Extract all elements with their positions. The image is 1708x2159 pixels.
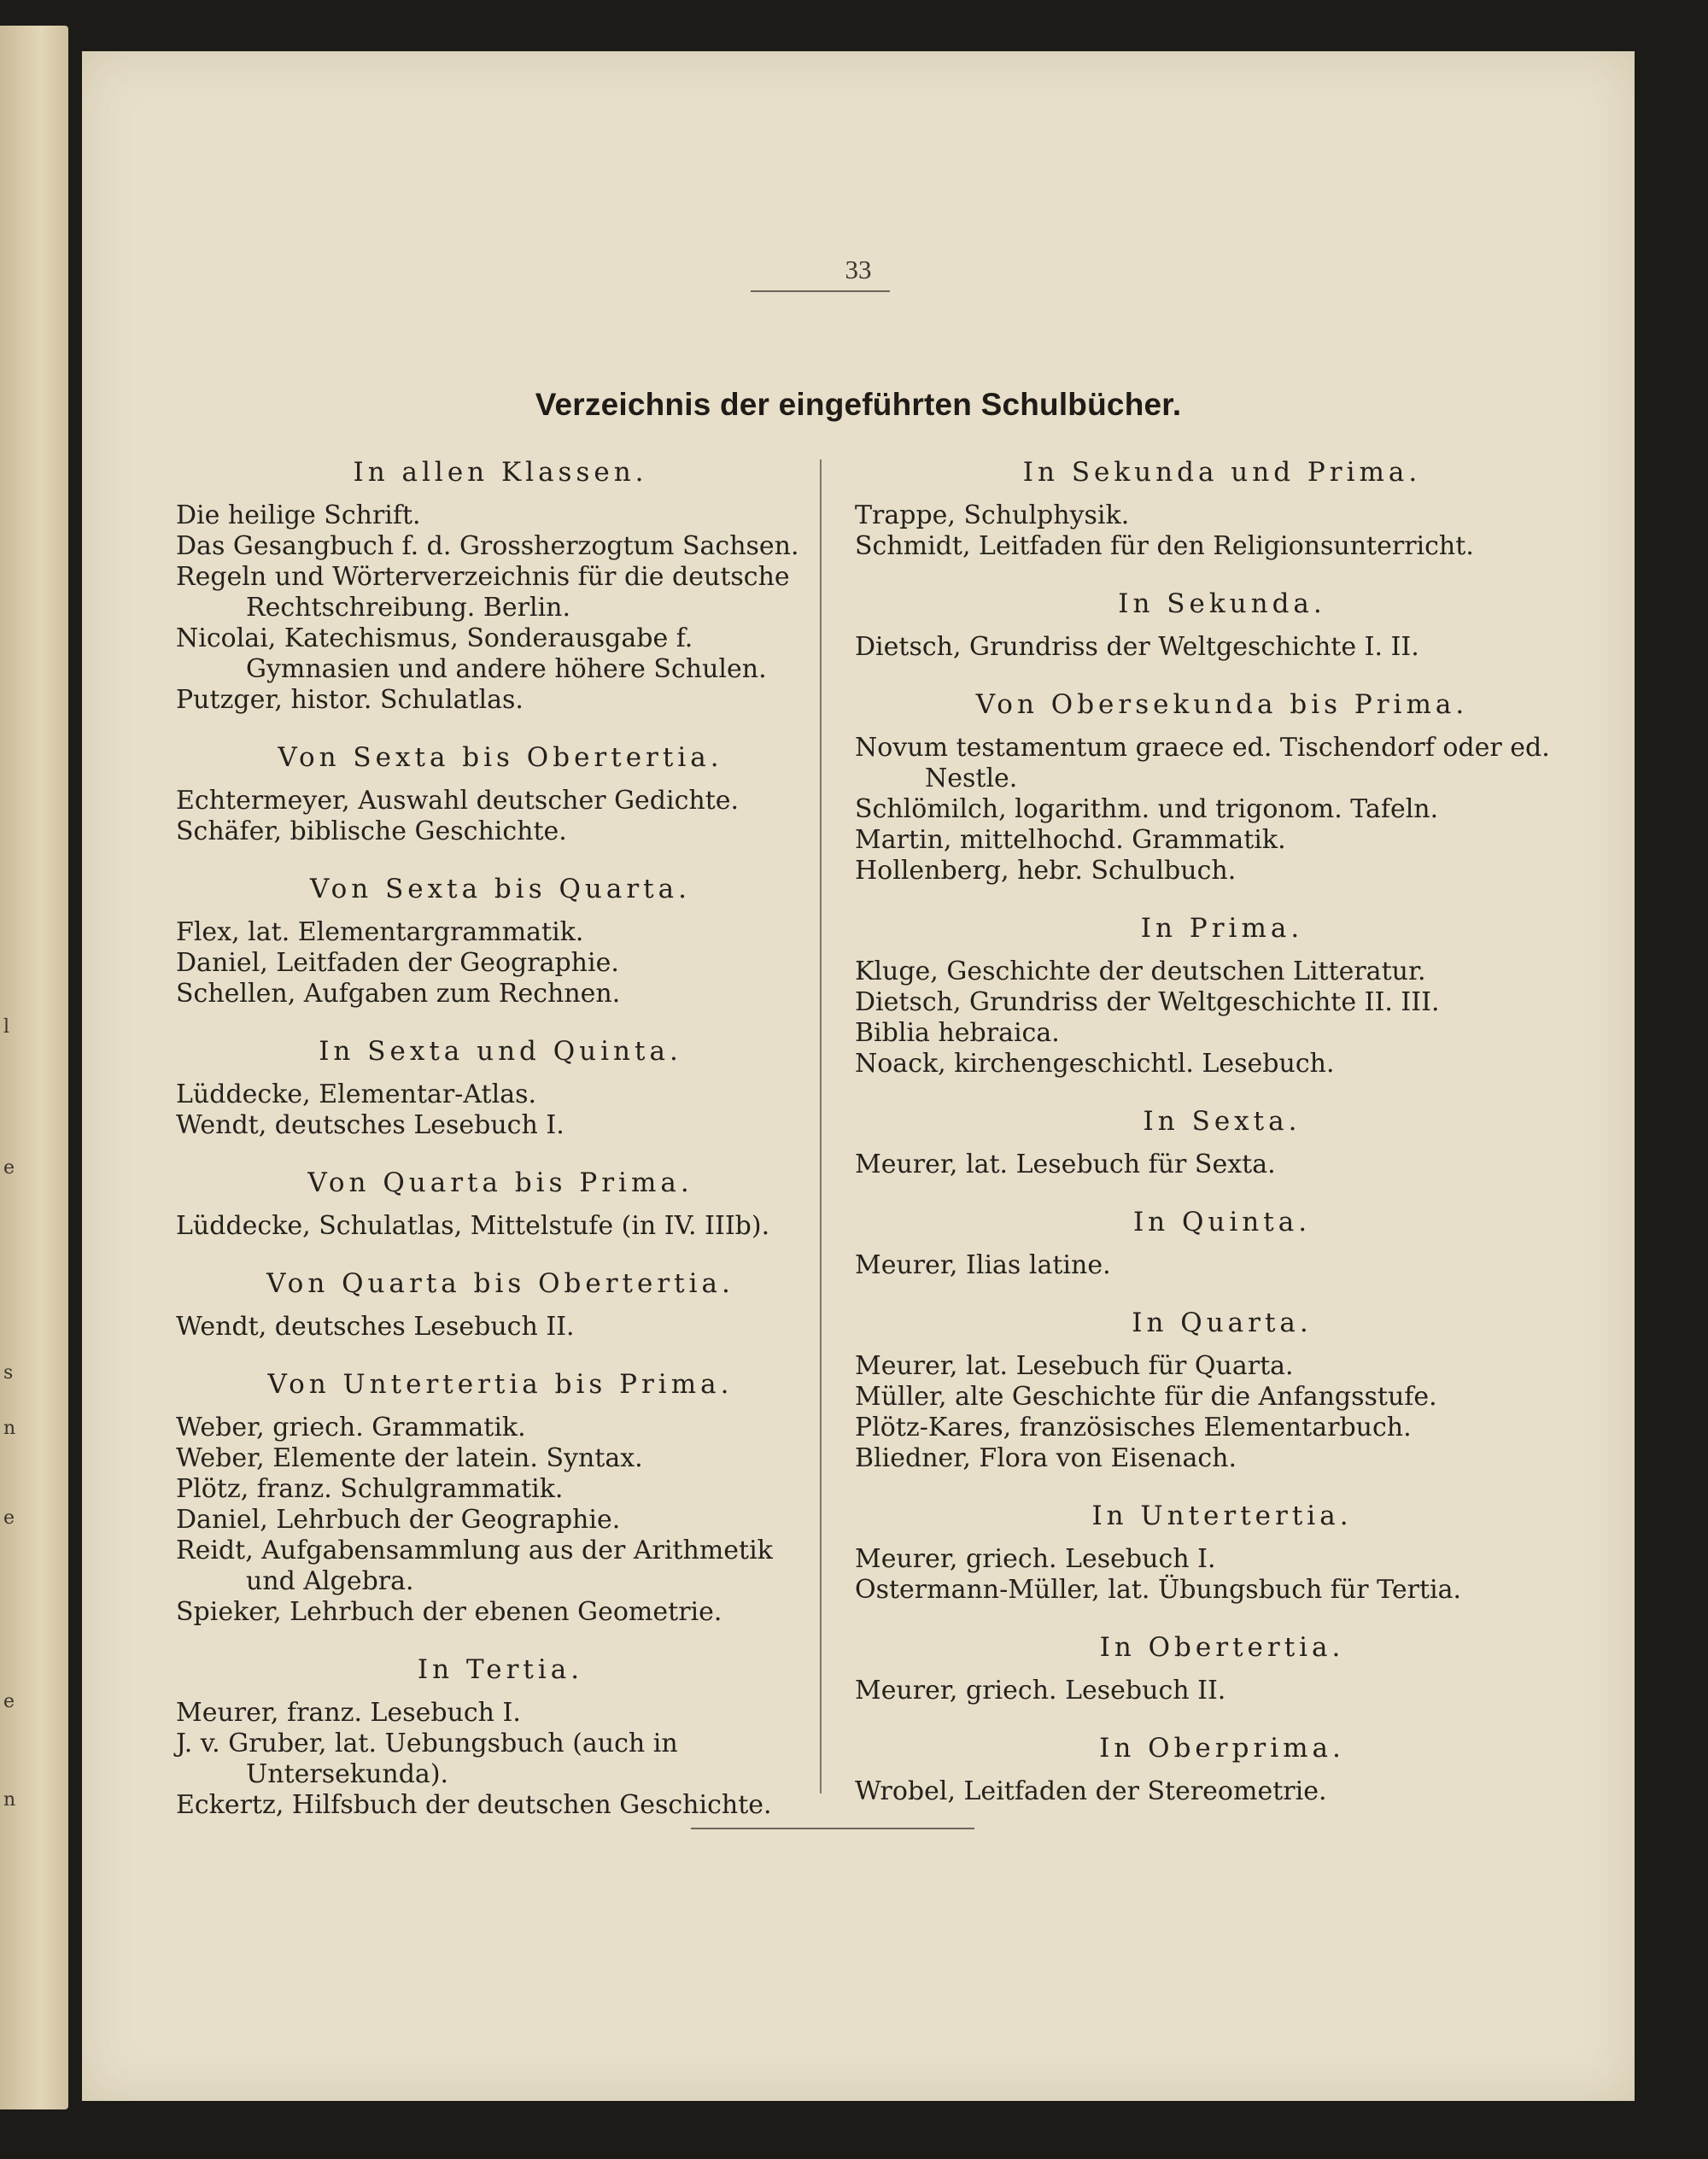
book-entry: Plötz-Kares, französisches Elementarbuch. [855,1413,1412,1442]
book-entry: Hollenberg, hebr. Schulbuch. [855,856,1237,886]
book-entry: Dietsch, Grundriss der Weltgeschichte II. III. [855,987,1440,1017]
book-section [855,1102,1589,1180]
section-heading: In allen Klassen. [353,457,648,488]
section-heading: In Sexta. [1143,1106,1301,1137]
book-section [176,1650,825,1821]
section-heading: In Oberprima. [1099,1733,1345,1764]
section-heading: Von Quarta bis Prima. [307,1167,693,1198]
right-column [855,453,1589,1829]
section-heading: In Sekunda und Prima. [1022,457,1422,488]
book-entry: Daniel, Leitfaden der Geographie. [176,948,619,978]
section-heading: In Untertertia. [1091,1501,1353,1531]
document-page [82,51,1635,2101]
book-section [176,1264,825,1343]
book-entry: Lüddecke, Elementar-Atlas. [176,1080,537,1109]
margin-fragment: s [3,1362,14,1384]
book-entry: Wendt, deutsches Lesebuch II. [176,1312,575,1342]
section-heading: In Prima. [1140,913,1304,944]
margin-fragment: e [3,1691,15,1712]
book-entry: Eckertz, Hilfsbuch der deutschen Geschichte. [176,1790,772,1820]
section-heading: In Sekunda. [1118,588,1326,619]
book-entry: Meurer, griech. Lesebuch II. [855,1676,1226,1706]
book-entry: Biblia hebraica. [855,1018,1060,1048]
book-section [855,909,1589,1080]
section-heading: Von Quarta bis Obertertia. [266,1268,734,1299]
book-section [855,584,1589,663]
book-section [855,685,1589,886]
book-entry: Noack, kirchengeschichtl. Lesebuch. [855,1049,1335,1079]
book-entry: Dietsch, Grundriss der Weltgeschichte I. II. [855,632,1419,662]
book-section [176,453,825,716]
book-section [176,1365,825,1628]
book-entry: Martin, mittelhochd. Grammatik. [855,825,1286,855]
book-section [855,1202,1589,1281]
book-entry: Die heilige Schrift. [176,500,421,530]
book-entry: J. v. Gruber, lat. Uebungsbuch (auch in Untersekunda). [176,1729,678,1789]
section-heading: In Obertertia. [1099,1632,1345,1663]
book-entry: Kluge, Geschichte der deutschen Litteratur. [855,957,1426,986]
book-entry: Wendt, deutsches Lesebuch I. [176,1110,564,1140]
section-heading: In Quarta. [1132,1308,1313,1338]
book-entry: Meurer, lat. Lesebuch für Sexta. [855,1150,1276,1179]
book-entry: Reidt, Aufgabensammlung aus der Arithmetik und Algebra. [176,1536,773,1596]
book-entry: Putzger, histor. Schulatlas. [176,685,524,715]
section-heading: In Quinta. [1132,1207,1312,1237]
book-entry: Meurer, Ilias latine. [855,1250,1111,1280]
footer-rule [691,1828,974,1829]
margin-fragment: n [3,1418,16,1439]
book-entry: Wrobel, Leitfaden der Stereometrie. [855,1776,1327,1806]
book-entry: Bliedner, Flora von Eisenach. [855,1443,1237,1473]
section-heading: Von Obersekunda bis Prima. [975,689,1469,720]
book-entry: Schlömilch, logarithm. und trigonom. Tafeln. [855,794,1439,824]
book-entry: Novum testamentum graece ed. Tischendorf oder ed. Nestle. [855,733,1550,793]
book-entry: Schellen, Aufgaben zum Rechnen. [176,979,621,1009]
book-entry: Regeln und Wörterverzeichnis für die deutsche Rechtschreibung. Berlin. [176,562,790,623]
book-entry: Meurer, griech. Lesebuch I. [855,1544,1216,1574]
left-column [176,453,825,1843]
margin-fragment: l [3,1016,10,1038]
margin-fragment: n [3,1789,16,1811]
previous-page-edge [0,26,68,2109]
book-section [855,1496,1589,1606]
book-entry: Echtermeyer, Auswahl deutscher Gedichte. [176,786,740,816]
section-heading: In Tertia. [417,1654,584,1685]
book-section [855,1729,1589,1807]
margin-fragment: e [3,1157,15,1179]
book-entry: Weber, griech. Grammatik. [176,1413,526,1442]
book-entry: Trappe, Schulphysik. [855,500,1130,530]
book-section [176,1032,825,1141]
book-entry: Weber, Elemente der latein. Syntax. [176,1443,643,1473]
book-section [855,1628,1589,1706]
book-section [855,453,1589,562]
book-entry: Schmidt, Leitfaden für den Religionsunterricht. [855,531,1474,561]
book-entry: Das Gesangbuch f. d. Grossherzogtum Sachsen. [176,531,799,561]
book-entry: Meurer, franz. Lesebuch I. [176,1698,521,1728]
section-heading: Von Untertertia bis Prima. [267,1369,734,1400]
book-entry: Lüddecke, Schulatlas, Mittelstufe (in IV. IIIb). [176,1211,770,1241]
section-heading: Von Sexta bis Quarta. [310,874,691,904]
book-entry: Flex, lat. Elementargrammatik. [176,917,584,947]
page-title: Verzeichnis der eingeführten Schulbücher. [535,387,1182,422]
page-number: 33 [845,255,872,284]
book-entry: Schäfer, biblische Geschichte. [176,816,567,846]
column-divider [820,459,822,1793]
book-section [176,738,825,847]
book-section [855,1303,1589,1474]
book-entry: Nicolai, Katechismus, Sonderausgabe f. Gymnasien und andere höhere Schulen. [176,623,767,684]
margin-fragment: e [3,1507,15,1529]
book-entry: Daniel, Lehrbuch der Geographie. [176,1505,621,1535]
book-section [176,869,825,1009]
book-entry: Plötz, franz. Schulgrammatik. [176,1474,564,1504]
header-rule [751,290,890,292]
book-entry: Spieker, Lehrbuch der ebenen Geometrie. [176,1597,722,1627]
section-heading: In Sexta und Quinta. [319,1036,682,1067]
book-entry: Ostermann-Müller, lat. Übungsbuch für Tertia. [855,1575,1462,1605]
book-entry: Meurer, lat. Lesebuch für Quarta. [855,1351,1294,1381]
book-entry: Müller, alte Geschichte für die Anfangsstufe. [855,1382,1437,1412]
section-heading: Von Sexta bis Obertertia. [278,742,723,773]
book-section [176,1163,825,1242]
